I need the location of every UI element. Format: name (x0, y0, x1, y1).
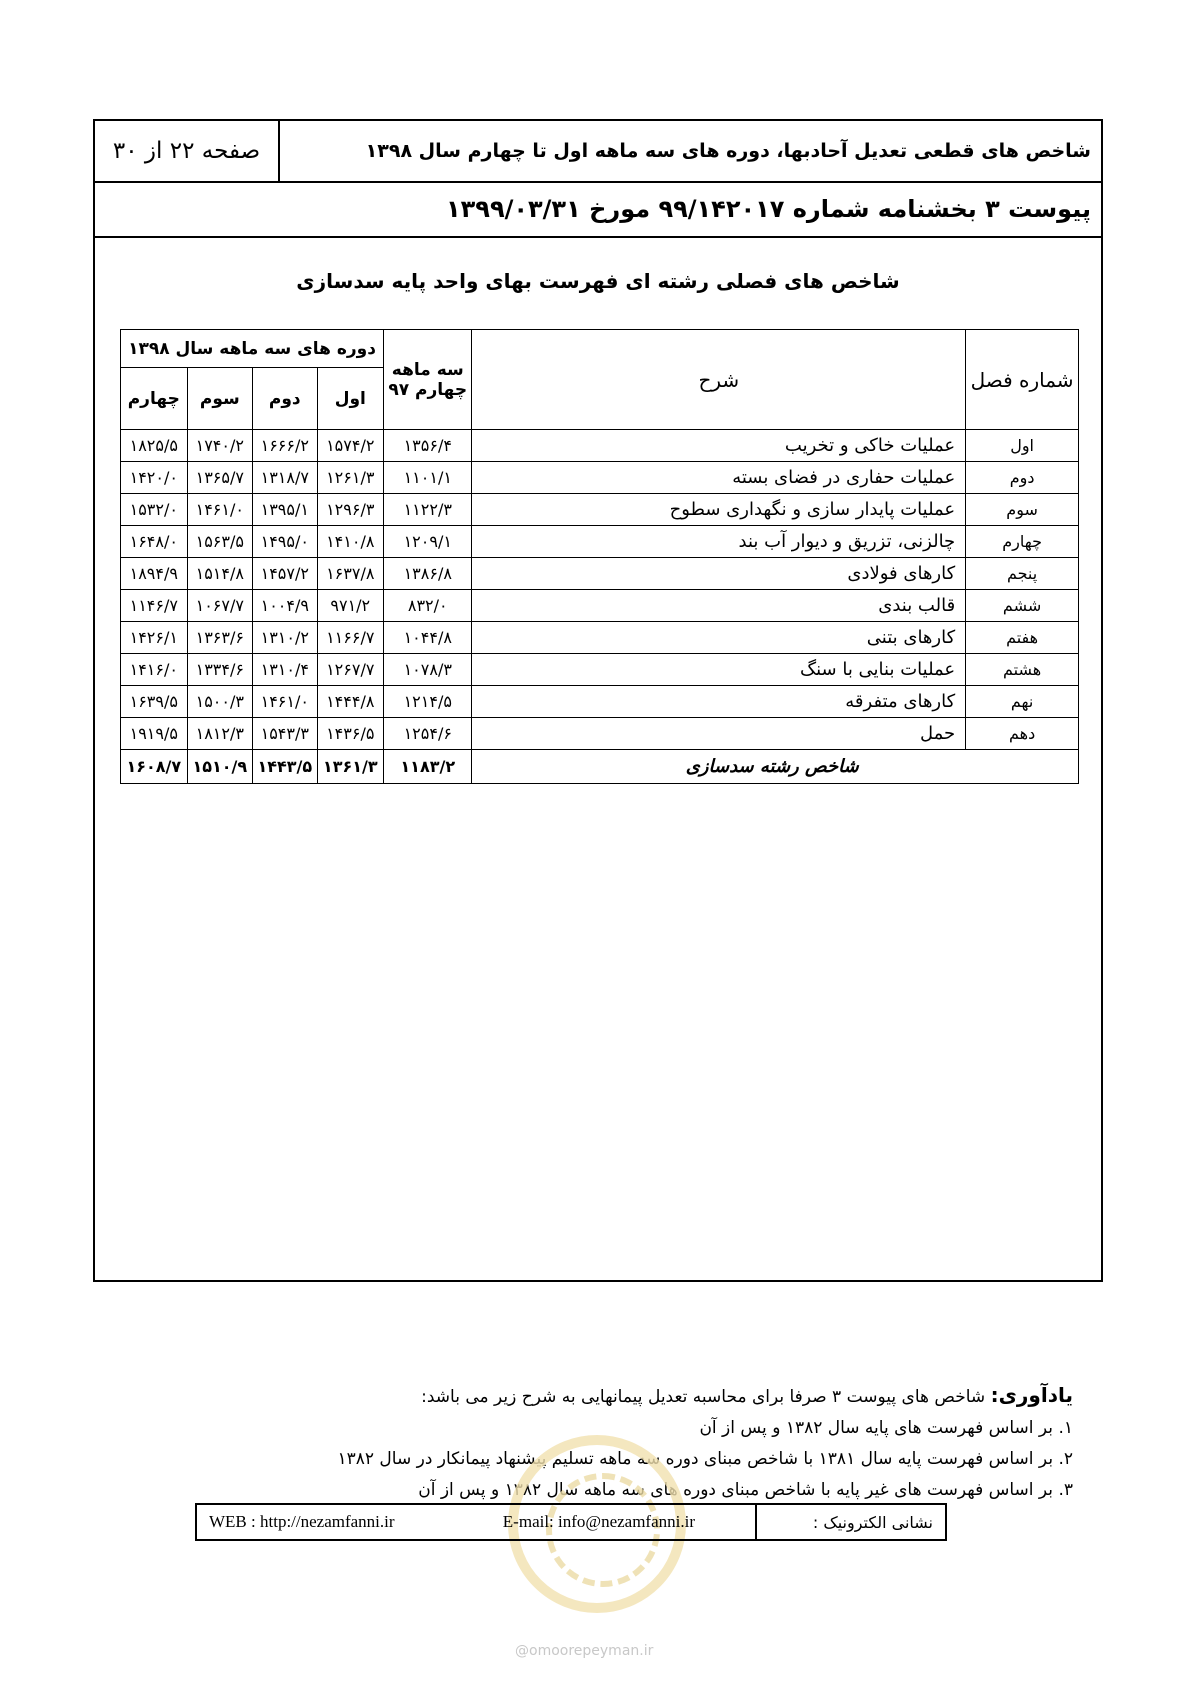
circular-reference: پیوست ۳ بخشنامه شماره ۹۹/۱۴۲۰۱۷ مورخ ۱۳۹۹/۰۳/۳۱ (95, 181, 1101, 238)
cell-base: ۱۳۵۶/۴ (384, 430, 472, 462)
cell-q1: ۱۲۹۶/۳ (317, 494, 384, 526)
page-number: صفحه ۲۲ از ۳۰ (95, 121, 280, 181)
cell-q3: ۱۵۱۴/۸ (187, 558, 252, 590)
col-group-header: دوره های سه ماهه سال ۱۳۹۸ (121, 330, 384, 368)
table-row (121, 718, 1079, 750)
cell-q1: ۱۴۴۴/۸ (317, 686, 384, 718)
cell-q1: ۱۲۶۱/۳ (317, 462, 384, 494)
cell-q2: ۱۳۱۰/۴ (253, 654, 317, 686)
col-desc-header: شرح (472, 330, 966, 430)
cell-q4: ۱۸۹۴/۹ (121, 558, 188, 590)
cell-chapter: چهارم (966, 526, 1079, 558)
cell-chapter: هشتم (966, 654, 1079, 686)
cell-q2: ۱۶۶۶/۲ (253, 430, 317, 462)
col-q4-header: چهارم (121, 368, 188, 430)
cell-desc: عملیات حفاری در فضای بسته (472, 462, 966, 494)
cell-q2: ۱۴۵۷/۲ (253, 558, 317, 590)
cell-q1: ۱۶۳۷/۸ (317, 558, 384, 590)
table-row (121, 686, 1079, 718)
document-title: شاخص های قطعی تعدیل آحادبها، دوره های سه ماهه اول تا چهارم سال ۱۳۹۸ (365, 140, 1091, 162)
cell-q3: ۱۵۰۰/۳ (187, 686, 252, 718)
cell-q3: ۱۰۶۷/۷ (187, 590, 252, 622)
table-row (121, 494, 1079, 526)
contact-values (197, 1505, 755, 1539)
cell-base: ۸۳۲/۰ (384, 590, 472, 622)
table-row (121, 430, 1079, 462)
col-chapter-header: شماره فصل (966, 330, 1079, 430)
cell-desc: عملیات خاکی و تخریب (472, 430, 966, 462)
cell-q2: ۱۵۴۳/۳ (253, 718, 317, 750)
table-row (121, 526, 1079, 558)
total-row (121, 750, 1079, 784)
cell-chapter: دهم (966, 718, 1079, 750)
notes-title: یادآوری: (990, 1383, 1073, 1407)
cell-base: ۱۲۱۴/۵ (384, 686, 472, 718)
section-title: شاخص های فصلی رشته ای فهرست بهای واحد پایه سدسازی (296, 269, 900, 293)
cell-base: ۱۰۴۴/۸ (384, 622, 472, 654)
notes (338, 1380, 1074, 1506)
contact-box (195, 1503, 947, 1541)
total-q4: ۱۶۰۸/۷ (121, 750, 188, 784)
cell-chapter: اول (966, 430, 1079, 462)
cell-q4: ۱۱۴۶/۷ (121, 590, 188, 622)
cell-q3: ۱۷۴۰/۲ (187, 430, 252, 462)
total-base: ۱۱۸۳/۲ (384, 750, 472, 784)
cell-chapter: دوم (966, 462, 1079, 494)
cell-q1: ۹۷۱/۲ (317, 590, 384, 622)
cell-desc: قالب بندی (472, 590, 966, 622)
cell-q1: ۱۱۶۶/۷ (317, 622, 384, 654)
col-q3-header: سوم (187, 368, 252, 430)
table-row (121, 558, 1079, 590)
cell-q3: ۱۳۳۴/۶ (187, 654, 252, 686)
note-item: ۲. بر اساس فهرست پایه سال ۱۳۸۱ با شاخص مبنای دوره سه ماهه تسلیم پیشنهاد پیمانکار در سال ۱۳۸۲ (337, 1449, 1073, 1469)
table-row (121, 654, 1079, 686)
contact-label: نشانی الکترونیک : (755, 1505, 945, 1539)
cell-q4: ۱۶۴۸/۰ (121, 526, 188, 558)
index-table (120, 329, 1079, 784)
cell-q4: ۱۴۲۶/۱ (121, 622, 188, 654)
cell-q1: ۱۴۳۶/۵ (317, 718, 384, 750)
cell-q1: ۱۲۶۷/۷ (317, 654, 384, 686)
cell-q4: ۱۴۱۶/۰ (121, 654, 188, 686)
cell-base: ۱۳۸۶/۸ (384, 558, 472, 590)
cell-base: ۱۰۷۸/۳ (384, 654, 472, 686)
cell-q1: ۱۴۱۰/۸ (317, 526, 384, 558)
cell-q3: ۱۸۱۲/۳ (187, 718, 252, 750)
header-row (95, 121, 1101, 183)
cell-desc: کارهای متفرقه (472, 686, 966, 718)
cell-q4: ۱۸۲۵/۵ (121, 430, 188, 462)
cell-desc: عملیات پایدار سازی و نگهداری سطوح (472, 494, 966, 526)
cell-q2: ۱۴۶۱/۰ (253, 686, 317, 718)
cell-desc: کارهای بتنی (472, 622, 966, 654)
cell-q3: ۱۳۶۵/۷ (187, 462, 252, 494)
cell-q3: ۱۴۶۱/۰ (187, 494, 252, 526)
table-row (121, 622, 1079, 654)
cell-q2: ۱۳۱۰/۲ (253, 622, 317, 654)
website-link[interactable]: WEB : http://nezamfanni.ir (209, 1512, 395, 1531)
cell-q2: ۱۳۱۸/۷ (253, 462, 317, 494)
table-row (121, 462, 1079, 494)
cell-q2: ۱۴۹۵/۰ (253, 526, 317, 558)
col-base-line2: چهارم ۹۷ (388, 379, 468, 400)
cell-q1: ۱۵۷۴/۲ (317, 430, 384, 462)
col-base-line1: سه ماهه (391, 359, 464, 380)
note-item: ۳. بر اساس فهرست های غیر پایه با شاخص مبنای دوره های سه ماهه سال ۱۳۸۲ و پس از آن (418, 1480, 1073, 1500)
cell-base: ۱۱۲۲/۳ (384, 494, 472, 526)
cell-desc: کارهای فولادی (472, 558, 966, 590)
total-label: شاخص رشته سدسازی (472, 750, 1079, 784)
col-q1-header: اول (317, 368, 384, 430)
cell-base: ۱۲۰۹/۱ (384, 526, 472, 558)
col-base-header (384, 330, 472, 430)
note-item: ۱. بر اساس فهرست های پایه سال ۱۳۸۲ و پس از آن (699, 1418, 1073, 1438)
total-q1: ۱۳۶۱/۳ (317, 750, 384, 784)
notes-intro: شاخص های پیوست ۳ صرفا برای محاسبه تعدیل پیمانهایی به شرح زیر می باشد: (421, 1387, 991, 1407)
email-link[interactable]: E-mail: info@nezamfanni.ir (502, 1512, 695, 1531)
cell-q4: ۱۹۱۹/۵ (121, 718, 188, 750)
cell-base: ۱۱۰۱/۱ (384, 462, 472, 494)
cell-chapter: پنجم (966, 558, 1079, 590)
watermark-text: @omoorepeyman.ir (515, 1643, 654, 1659)
total-q2: ۱۴۴۳/۵ (253, 750, 317, 784)
cell-desc: عملیات بنایی با سنگ (472, 654, 966, 686)
cell-desc: حمل (472, 718, 966, 750)
cell-chapter: ششم (966, 590, 1079, 622)
document-frame (93, 119, 1103, 1282)
cell-desc: چالزنی، تزریق و دیوار آب بند (472, 526, 966, 558)
table-row (121, 590, 1079, 622)
cell-chapter: سوم (966, 494, 1079, 526)
cell-q4: ۱۵۳۲/۰ (121, 494, 188, 526)
cell-q3: ۱۳۶۳/۶ (187, 622, 252, 654)
total-q3: ۱۵۱۰/۹ (187, 750, 252, 784)
cell-q4: ۱۶۳۹/۵ (121, 686, 188, 718)
cell-q4: ۱۴۲۰/۰ (121, 462, 188, 494)
cell-chapter: هفتم (966, 622, 1079, 654)
col-q2-header: دوم (253, 368, 317, 430)
cell-q2: ۱۳۹۵/۱ (253, 494, 317, 526)
cell-chapter: نهم (966, 686, 1079, 718)
cell-q3: ۱۵۶۳/۵ (187, 526, 252, 558)
cell-q2: ۱۰۰۴/۹ (253, 590, 317, 622)
cell-base: ۱۲۵۴/۶ (384, 718, 472, 750)
